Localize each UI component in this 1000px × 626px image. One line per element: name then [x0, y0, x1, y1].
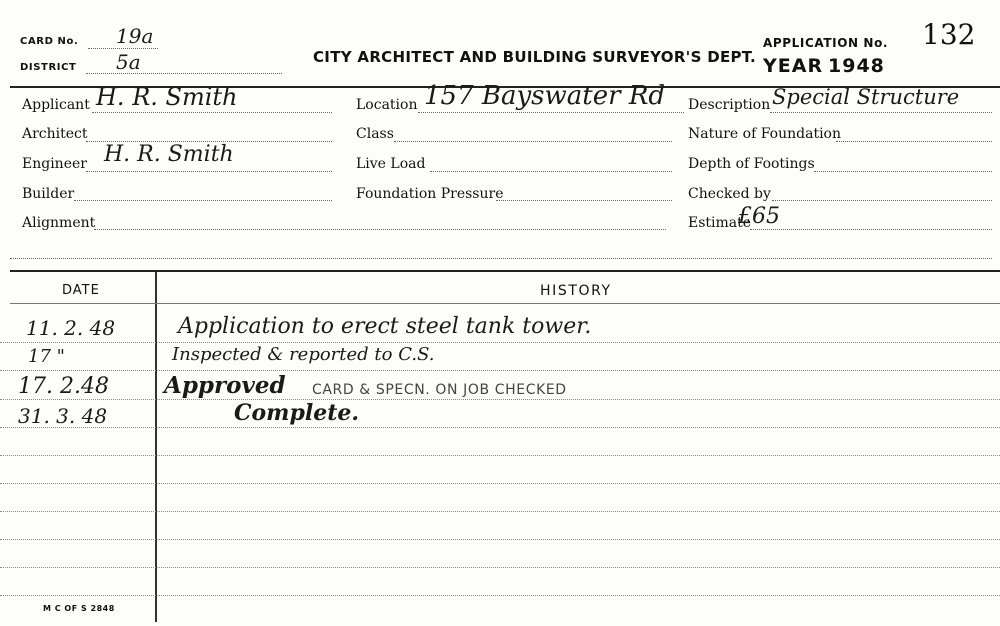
location-line: [418, 112, 684, 113]
date-header: DATE: [62, 283, 100, 298]
card-no-line: [88, 48, 158, 49]
history-row-1-date: 11. 2. 48: [26, 316, 116, 340]
engineer-line: [86, 171, 332, 172]
foundation-pressure-line: [496, 200, 672, 201]
history-row-4-entry: Complete.: [234, 400, 360, 426]
dept-title: CITY ARCHITECT AND BUILDING SURVEYOR'S DEPT.: [313, 48, 757, 66]
estimate-value: £65: [738, 204, 780, 229]
date-column-divider: [155, 272, 157, 622]
history-row-4-date: 31. 3. 48: [18, 404, 108, 428]
estimate-line: [750, 229, 992, 230]
alignment-line: [94, 229, 666, 230]
checked-by-label: Checked by: [688, 186, 771, 202]
description-line: [770, 112, 992, 113]
description-label: Description: [688, 97, 771, 113]
history-row-2-date: 17 ": [28, 346, 65, 367]
architect-label: Architect: [22, 126, 88, 142]
builder-line: [74, 200, 332, 201]
live-load-label: Live Load: [356, 156, 426, 172]
card-no-value: 19a: [116, 24, 154, 48]
foundation-pressure-label: Foundation Pressure: [356, 186, 504, 202]
applicant-line: [92, 112, 332, 113]
description-value: Special Structure: [772, 85, 960, 109]
location-value: 157 Bayswater Rd: [424, 81, 666, 111]
applicant-value: H. R. Smith: [96, 83, 238, 111]
estimate-label: Estimate: [688, 215, 752, 231]
application-no-label: APPLICATION No.: [763, 36, 889, 50]
history-top-rule: [10, 270, 1000, 272]
district-label: DISTRICT: [20, 62, 77, 73]
checked-by-line: [772, 200, 992, 201]
engineer-value: H. R. Smith: [104, 142, 234, 167]
nature-of-foundation-label: Nature of Foundation: [688, 126, 841, 142]
history-row-1-entry: Application to erect steel tank tower.: [178, 314, 592, 339]
class-line: [394, 141, 672, 142]
history-row-3-entry: Approved: [164, 372, 286, 399]
class-label: Class: [356, 126, 394, 142]
card-no-label: CARD No.: [20, 36, 79, 47]
history-row-3-date: 17. 2.48: [18, 374, 109, 399]
depth-of-footings-line: [814, 171, 992, 172]
live-load-line: [430, 171, 672, 172]
depth-of-footings-label: Depth of Footings: [688, 156, 815, 172]
alignment-label: Alignment: [22, 215, 96, 231]
year-value: 1948: [828, 55, 885, 77]
approval-stamp: CARD & SPECN. ON JOB CHECKED: [312, 382, 567, 398]
district-value: 5a: [116, 50, 141, 74]
history-row-2-entry: Inspected & reported to C.S.: [172, 344, 435, 365]
header-rule: [10, 303, 1000, 304]
location-label: Location: [356, 97, 418, 113]
year-label: YEAR: [763, 55, 824, 77]
builder-label: Builder: [22, 186, 75, 202]
form-code: M C OF S 2848: [43, 604, 115, 613]
engineer-label: Engineer: [22, 156, 87, 172]
history-header: HISTORY: [540, 283, 612, 299]
extra-field-line: [10, 258, 992, 259]
application-no-value: 132: [922, 18, 976, 51]
applicant-label: Applicant: [22, 97, 90, 113]
nature-of-foundation-line: [836, 141, 992, 142]
